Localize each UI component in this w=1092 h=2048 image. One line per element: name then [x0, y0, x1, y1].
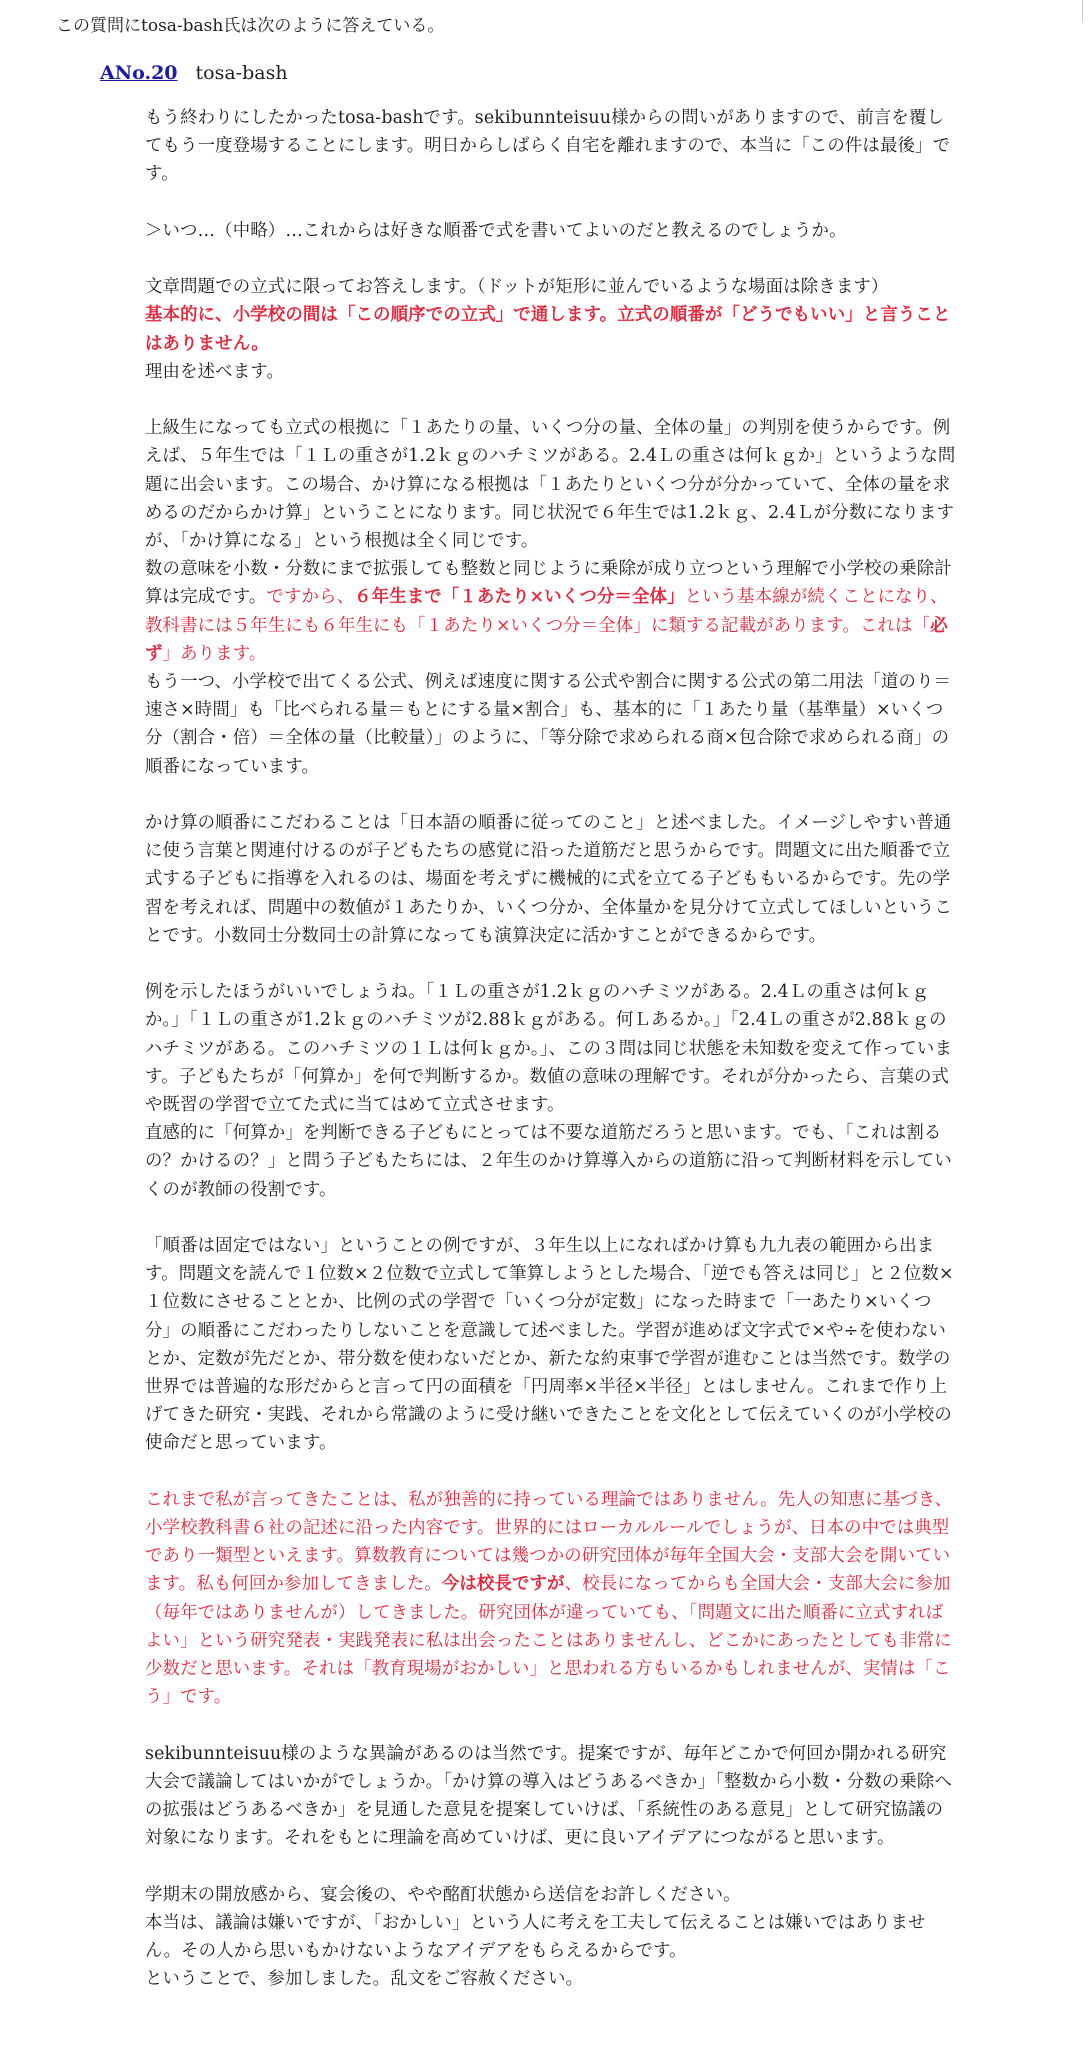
paragraph-examples: 例を示したほうがいいでしょうね。「１Ｌの重さが1.2ｋｇのハチミツがある。2.4Ｌの重さは何ｋｇか。」「１Ｌの重さが1.2ｋｇのハチミツが2.88ｋｇがある。何Ｌあるか。」「2.4Ｌの重さが2.88ｋｇのハチミツがある。このハチミツの１Ｌは何ｋｇか。」、この３問は同じ状態を未知数を変えて作っています。子どもたちが「何算か」を何で判断するか。数値の意味の理解です。それが分かったら、言葉の式や既習の学習で立てた式に当てはめて立式させます。 — [145, 982, 953, 1116]
extension-red-bold-1: ６年生まで「１あたり×いくつ分＝全体」 — [354, 587, 685, 608]
paragraph-reason-upper-grades: 上級生になっても立式の根拠に「１あたりの量、いくつ分の量、全体の量」の判別を使うからです。例えば、５年生では「１Ｌの重さが1.2ｋｇのハチミツがある。2.4Ｌの重さは何ｋｇか」というような問題に出会います。この場合、かけ算になる根拠は「１あたりといくつ分が分かっていて、全体の量を求めるのだからかけ算」ということになります。同じ状況で６年生では1.2ｋｇ、2.4Ｌが分数になりますが、「かけ算になる」という根拠は全く同じです。 — [145, 418, 956, 551]
extension-red-3: 」あります。 — [162, 643, 267, 664]
paragraph-quote: ＞いつ…（中略）…これからは好きな順番で式を書いてよいのだと教えるのでしょうか。 — [145, 220, 847, 241]
paragraph-research — [145, 1486, 957, 1712]
paragraph-extension — [145, 555, 957, 668]
paragraph-reason-intro: 理由を述べます。 — [145, 361, 284, 382]
paragraph-scope: 文章問題での立式に限ってお答えします。（ドットが矩形に並んでいるような場面は除きます） — [145, 277, 889, 298]
extension-red-2: という基本線が続くことになり、教科書には５年生にも６年生にも「１あたり×いくつ分＝全体」に類する記載があります。これは「 — [145, 587, 948, 636]
paragraph-main-claim: 基本的に、小学校の間は「この順序での立式」で通します。立式の順番が「どうでもいい」と言うことはありません。 — [145, 305, 951, 354]
answer-body — [145, 104, 957, 1993]
paragraph-proposal: sekibunnteisuu様のような異論があるのは当然です。提案ですが、毎年どこかで何回か開かれる研究大会で議論してはいかがでしょうか。「かけ算の導入はどうあるべきか」「整数から小数・分数の乗除への拡張はどうあるべきか」を見通した意見を提案していけば、「系統性のある意見」として研究協議の対象になります。それをもとに理論を高めていけば、更に良いアイデアにつながると思います。 — [145, 1743, 953, 1849]
research-red-bold: 今は校長ですが — [441, 1574, 565, 1595]
answer-header — [100, 60, 288, 86]
top-divider — [1082, 0, 1083, 22]
paragraph-teacher-role: 直感的に「何算か」を判断できる子どもにとっては不要な道筋だろうと思います。でも、「これは割るの？かけるの？」と問う子どもたちには、２年生のかけ算導入からの道筋に沿って判断材料を示していくのが教師の役割です。 — [145, 1123, 952, 1200]
intro-line: この質問にtosa-bash氏は次のように答えている。 — [56, 16, 445, 36]
answer-number-link[interactable]: ANo.20 — [100, 62, 178, 84]
research-red-1: これまで私が言ってきたことは、私が独善的に持っている理論ではありません。先人の知恵に基づき、小学校教科書６社の記述に沿った内容です。世界的にはローカルルールでしょうが、日本の中では典型であり一類型といえます。算数教育については幾つかの研究団体が毎年全国大会・支部大会を開いています。私も何回か参加してきました。 — [145, 1489, 953, 1595]
paragraph-word-order: かけ算の順番にこだわることは「日本語の順番に従ってのこと」と述べました。イメージしやすい普通に使う言葉と関連付けるのが子どもたちの感覚に沿った道筋だと思うからです。問題文に出た順番で立式する子どもに指導を入れるのは、場面を考えずに機械的に式を立てる子どももいるからです。先の学習を考えれば、問題中の数値が１あたりか、いくつ分か、全体量かを見分けて立式してほしいということです。小数同士分数同士の計算になっても演算決定に活かすことができるからです。 — [145, 813, 952, 946]
paragraph-closing-3: ということで、参加しました。乱文をご容赦ください。 — [145, 1969, 584, 1990]
extension-text: 数の意味を小数・分数にまで拡張しても整数と同じように乗除が成り立つという理解で小学校の乗除計算は完成です。 — [145, 559, 952, 608]
paragraph-not-fixed-order: 「順番は固定ではない」ということの例ですが、３年生以上になればかけ算も九九表の範囲から出ます。問題文を読んで１位数×２位数で立式して筆算しようとした場合、「逆でも答えは同じ」と２位数×１位数にさせることとか、比例の式の学習で「いくつ分が定数」になった時まで「一あたり×いくつ分」の順番にこだわったりしないことを意識して述べました。学習が進めば文字式で×や÷を使わないとか、定数が先だとか、帯分数を使わないだとか、新たな約束事で学習が進むことは当然です。数学の世界では普遍的な形だからと言って円の面積を「円周率×半径×半径」とはしません。これまで作り上げてきた研究・実践、それから常識のように受け継いできたことを文化として伝えていくのが小学校の使命だと思っています。 — [145, 1236, 954, 1454]
paragraph-formulas: もう一つ、小学校で出てくる公式、例えば速度に関する公式や割合に関する公式の第二用法「道のり＝速さ×時間」も「比べられる量＝もとにする量×割合」も、基本的に「１あたり量（基準量）×いくつ分（割合・倍）＝全体の量（比較量）」のように、「等分除で求められる商×包合除で求められる商」の順番になっています。 — [145, 672, 952, 777]
paragraph-closing-1: 学期末の開放感から、宴会後の、やや酩酊状態から送信をお許しください。 — [145, 1884, 741, 1905]
paragraph-closing-2: 本当は、議論は嫌いですが、「おかしい」という人に考えを工夫して伝えることは嫌いではありません。その人から思いもかけないようなアイデアをもらえるからです。 — [145, 1912, 926, 1962]
answer-author: tosa-bash — [195, 62, 288, 84]
extension-red-1: ですから、 — [266, 587, 355, 608]
research-red-2: 、校長になってからも全国大会・支部大会に参加（毎年ではありませんが）してきました。研究団体が違っていても、「問題文に出た順番に立式すればよい」という研究発表・実践発表に私は出会ったことはありませんし、どこかにあったとしても非常に少数だと思います。それは「教育現場がおかしい」と思われる方もいるかもしれませんが、実情は「こう」です。 — [145, 1574, 952, 1708]
paragraph-opening: もう終わりにしたかったtosa-bashです。sekibunnteisuu様からの問いがありますので、前言を覆してもう一度登場することにします。明日からしばらく自宅を離れますので、本当に「この件は最後」です。 — [145, 108, 951, 185]
extension-red-bold-2: 必ず — [145, 615, 948, 664]
